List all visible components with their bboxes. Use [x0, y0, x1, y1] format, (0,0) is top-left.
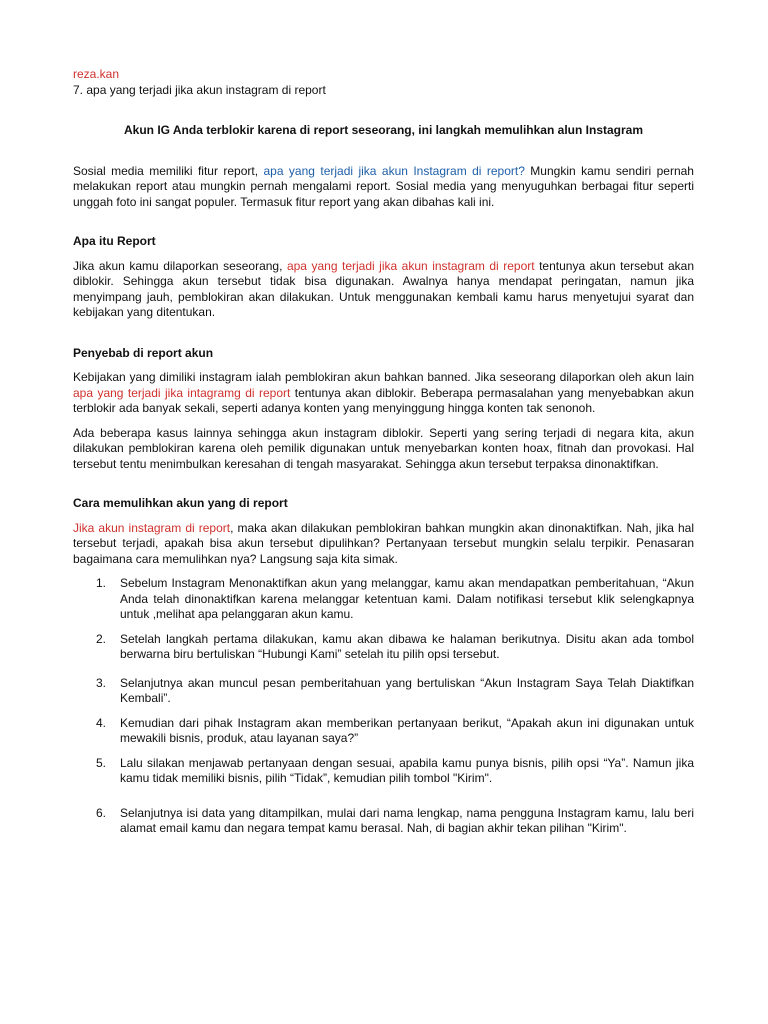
section1-text-before: Jika akun kamu dilaporkan seseorang, [73, 258, 287, 273]
document-page [73, 67, 694, 837]
list-item-number: 3. [96, 675, 107, 690]
section3-text-after: , maka akan dilakukan pemblokiran bahkan mungkin akan dinonaktifkan. Nah, jika hal tersebut terjadi, apakah bisa akun tersebut dipulihkan? Pertanyaan tersebut mungkin selalu terpikir. Penasaran bagaimana cara memulihkan nya? Langsung saja kita simak. [73, 520, 694, 566]
intro-paragraph [73, 164, 694, 211]
section1-text-after: tentunya akun tersebut akan diblokir. Sehingga akun tersebut tidak bisa digunakan. Awalnya hanya mendapat peringatan, namun jika menyimpang jauh, pemblokiran akan dilakukan. Untuk menggunakan kembali kamu harus menyetujui syarat dan kebijakan yang ditentukan. [73, 258, 695, 319]
heading-apa-itu-report: Apa itu Report [73, 234, 156, 248]
section1-paragraph [73, 259, 694, 321]
list-item-text: Kemudian dari pihak Instagram akan memberikan pertanyaan berikut, “Apakah akun ini digunakan untuk mewakili bisnis, produk, atau layanan saya?” [120, 715, 694, 745]
document-subject: 7. apa yang terjadi jika akun instagram di report [73, 82, 326, 97]
list-item [73, 716, 694, 747]
intro-text-after: Mungkin kamu sendiri pernah melakukan report atau mungkin pernah mengalami report. Sosial media yang menyuguhkan berbagai fitur seperti unggah foto ini sangat populer. Termasuk fitur report yang akan dibahas kali ini. [73, 163, 694, 209]
document-title: Akun IG Anda terblokir karena di report seseorang, ini langkah memulihkan alun Instagram [123, 123, 644, 137]
list-item-text: Sebelum Instagram Menonaktifkan akun yang melanggar, kamu akan mendapatkan pemberitahuan, “Akun Anda telah dinonaktifkan karena melanggar ketentuan kami. Dalam notifikasi tersebut klik selengkapnya untuk ,melihat apa pelanggaran akun kamu. [120, 576, 694, 621]
heading-cara-memulihkan: Cara memulihkan akun yang di report [73, 496, 288, 510]
intro-text-before: Sosial media memiliki fitur report, [73, 163, 264, 178]
section1-link[interactable]: apa yang terjadi jika akun instagram di report [286, 258, 535, 273]
list-item-number: 6. [96, 805, 107, 820]
section2-paragraph-1 [73, 370, 694, 417]
list-item-text: Selanjutnya akan muncul pesan pemberitahuan yang bertuliskan “Akun Instagram Saya Telah Diaktifkan Kembali”. [120, 675, 694, 705]
recovery-steps-list [73, 576, 694, 837]
list-item-text: Setelah langkah pertama dilakukan, kamu akan dibawa ke halaman berikutnya. Disitu akan ada tombol berwarna biru bertuliskan “Hubungi Kami” setelah itu pilih opsi tersebut. [120, 631, 694, 661]
author-name: reza.kan [73, 67, 120, 81]
intro-link[interactable]: apa yang terjadi jika akun Instagram di report? [263, 163, 525, 178]
list-item-number: 4. [96, 715, 107, 730]
section2-text-after: tentunya akan diblokir. Beberapa permasalahan yang menyebabkan akun terblokir ada banyak sekali, seperti adanya konten yang menyinggung hingga konten tak senonoh. [73, 385, 694, 415]
list-item-number: 5. [96, 755, 107, 770]
section3-paragraph [73, 521, 694, 568]
list-item-text: Selanjutnya isi data yang ditampilkan, mulai dari nama lengkap, nama pengguna Instagram kamu, lalu beri alamat email kamu dan negara tempat kamu berasal. Nah, di bagian akhir tekan pilihan "Kirim". [120, 805, 694, 835]
list-item [73, 806, 694, 837]
section2-text-before: Kebijakan yang dimiliki instagram ialah pemblokiran akun bahkan banned. Jika seseorang dilaporkan oleh akun lain [73, 370, 694, 384]
list-item-text: Lalu silakan menjawab pertanyaan dengan sesuai, apabila kamu punya bisnis, pilih opsi “Ya”. Namun jika kamu tidak memiliki bisnis, pilih “Tidak”, kemudian pilih tombol "Kirim". [120, 755, 694, 785]
section3-link[interactable]: Jika akun instagram di report [73, 520, 231, 535]
list-item [73, 756, 694, 787]
section2-link[interactable]: apa yang terjadi jika intagramg di report [73, 385, 291, 400]
list-item [73, 576, 694, 623]
list-item [73, 632, 694, 663]
heading-penyebab: Penyebab di report akun [73, 345, 214, 360]
list-item [73, 676, 694, 707]
section2-paragraph-2: Ada beberapa kasus lainnya sehingga akun instagram diblokir. Seperti yang sering terjadi di negara kita, akun dilakukan pemblokiran karena oleh pemilik digunakan untuk menyebarkan konten hoax, fitnah dan provokasi. Hal tersebut tentu menimbulkan keresahan di tengah masyarakat. Sehingga akun tersebut terpaksa dinonaktifkan. [73, 425, 694, 471]
list-item-number: 2. [96, 631, 107, 646]
list-item-number: 1. [96, 576, 107, 590]
